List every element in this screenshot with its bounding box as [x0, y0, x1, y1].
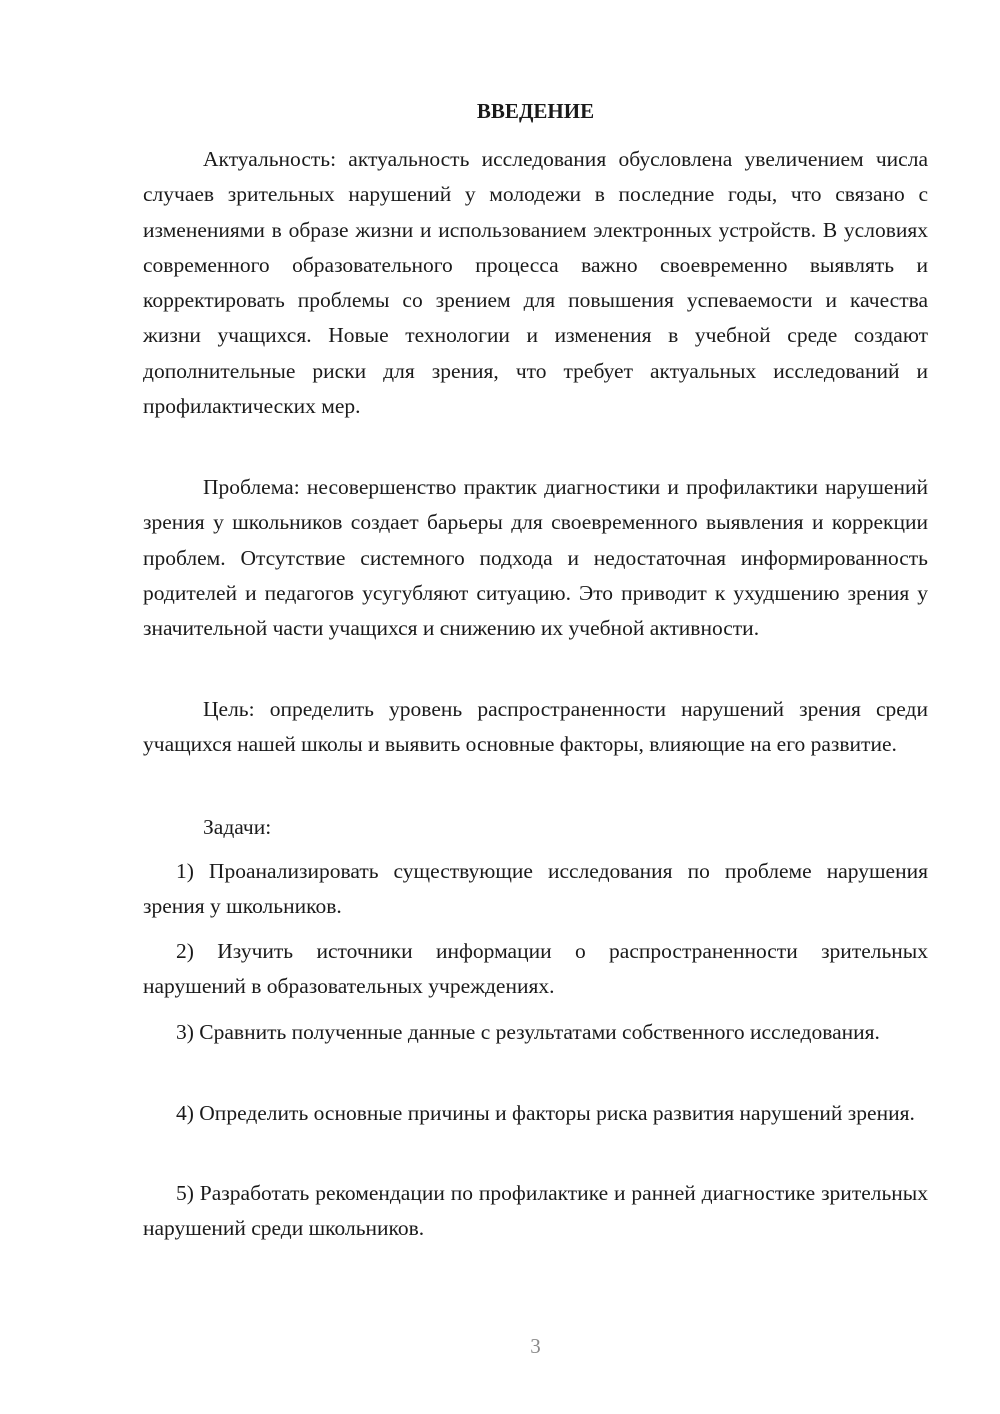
document-page: [143, 0, 928, 1414]
paragraph-relevance: Актуальность: актуальность исследования обусловлена увеличением числа случаев зрительных нарушений у молодежи в последние годы, что связано с изменениями в образе жизни и использованием электронных устройств. В условиях современного образовательного процесса важно своевременно выявлять и корректировать проблемы со зрением для повышения успеваемости и качества жизни учащихся. Новые технологии и изменения в учебной среде создают дополнительные риски для зрения, что требует актуальных исследований и профилактических мер.: [143, 147, 928, 419]
task-item-4: 4) Определить основные причины и факторы риска развития нарушений зрения.: [176, 1101, 915, 1125]
task-item-2: 2) Изучить источники информации о распространенности зрительных нарушений в образовательных учреждениях.: [143, 939, 928, 999]
paragraph-goal: Цель: определить уровень распространенности нарушений зрения среди учащихся нашей школы и выявить основные факторы, влияющие на его развитие.: [143, 697, 928, 757]
task-item-5: 5) Разработать рекомендации по профилактике и ранней диагностике зрительных нарушений среди школьников.: [143, 1181, 928, 1241]
page-title: ВВЕДЕНИЕ: [476, 99, 595, 123]
paragraph-problem: Проблема: несовершенство практик диагностики и профилактики нарушений зрения у школьников создает барьеры для своевременного выявления и коррекции проблем. Отсутствие системного подхода и недостаточная информированность родителей и педагогов усугубляют ситуацию. Это приводит к ухудшению зрения у значительной части учащихся и снижению их учебной активности.: [143, 475, 928, 641]
page-number: 3: [530, 1334, 541, 1358]
task-item-3: 3) Сравнить полученные данные с результатами собственного исследования.: [176, 1020, 880, 1044]
task-item-1: 1) Проанализировать существующие исследования по проблеме нарушения зрения у школьников.: [143, 859, 928, 919]
tasks-label: Задачи:: [203, 815, 272, 839]
